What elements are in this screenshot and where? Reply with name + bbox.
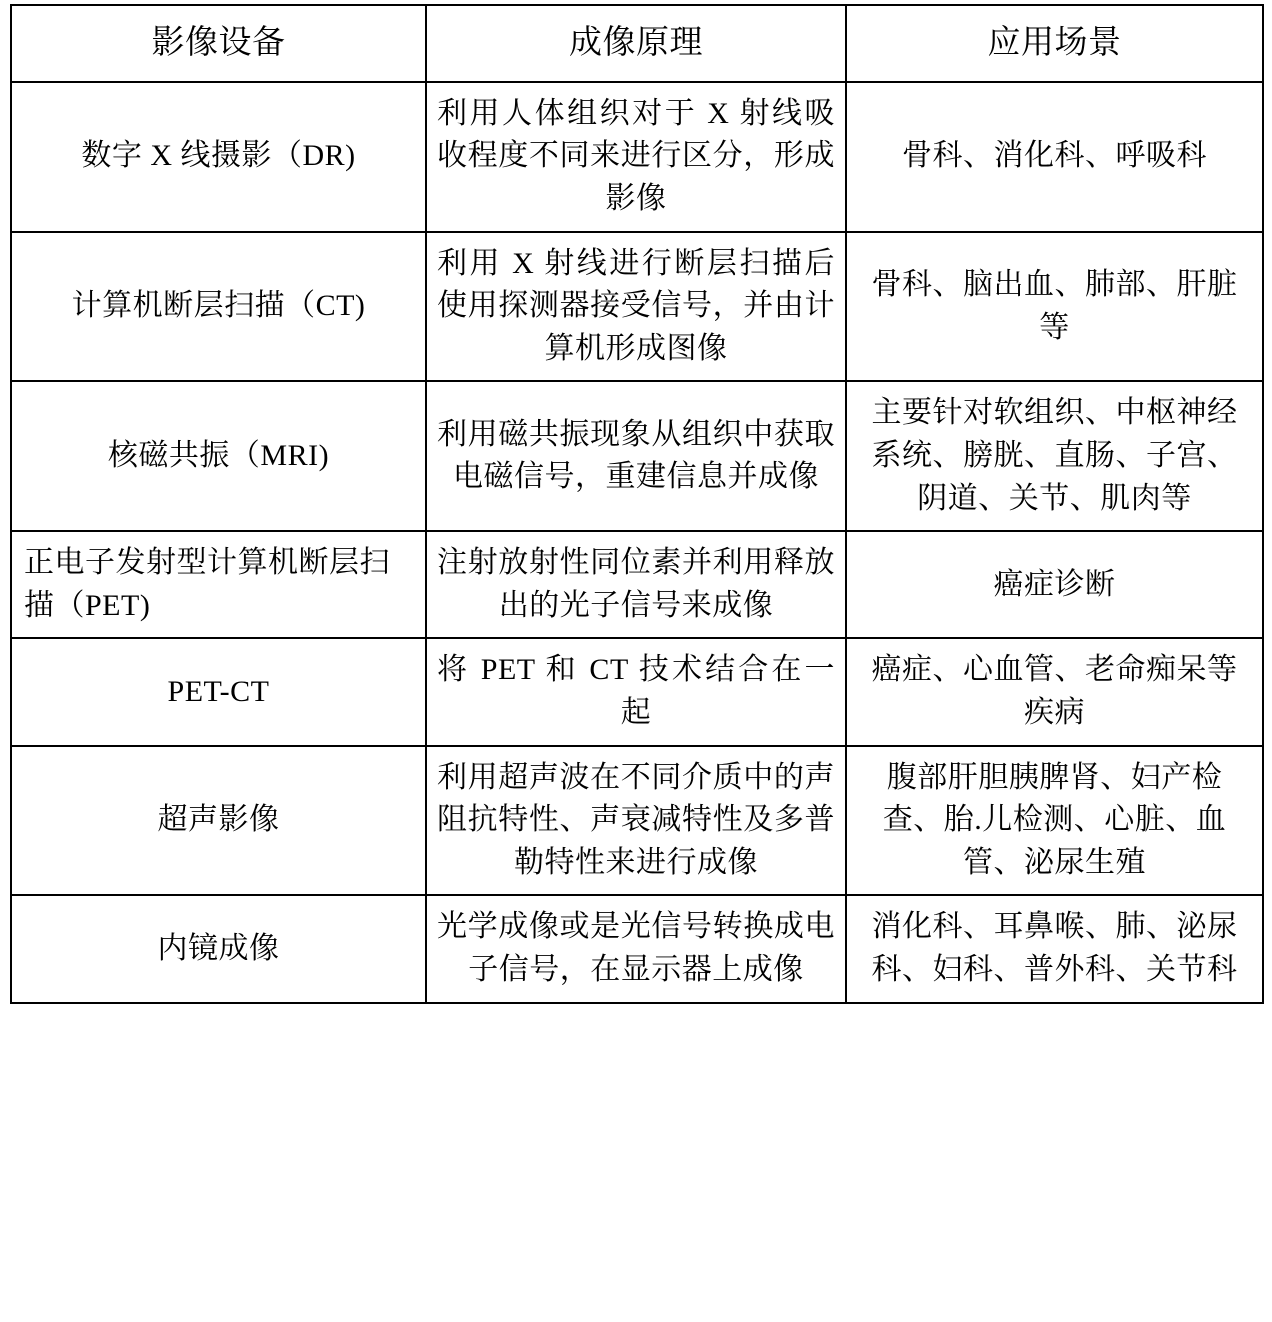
cell-device: 计算机断层扫描（CT) bbox=[11, 232, 426, 382]
cell-device: 数字 X 线摄影（DR) bbox=[11, 82, 426, 232]
table-row bbox=[11, 638, 1263, 745]
medical-imaging-table bbox=[10, 4, 1264, 1004]
cell-usage: 骨科、消化科、呼吸科 bbox=[846, 82, 1263, 232]
cell-device: 超声影像 bbox=[11, 746, 426, 896]
column-header-usage: 应用场景 bbox=[846, 5, 1263, 82]
table-row bbox=[11, 381, 1263, 531]
table-row bbox=[11, 895, 1263, 1002]
cell-principle: 将 PET 和 CT 技术结合在一起 bbox=[426, 638, 846, 745]
table-header-row bbox=[11, 5, 1263, 82]
cell-usage: 癌症诊断 bbox=[846, 531, 1263, 638]
cell-device: PET-CT bbox=[11, 638, 426, 745]
cell-usage: 腹部肝胆胰脾肾、妇产检查、胎.儿检测、心脏、血管、泌尿生殖 bbox=[846, 746, 1263, 896]
cell-principle: 利用磁共振现象从组织中获取电磁信号，重建信息并成像 bbox=[426, 381, 846, 531]
cell-principle: 利用 X 射线进行断层扫描后使用探测器接受信号，并由计算机形成图像 bbox=[426, 232, 846, 382]
column-header-device: 影像设备 bbox=[11, 5, 426, 82]
cell-usage: 癌症、心血管、老命痴呆等疾病 bbox=[846, 638, 1263, 745]
table-row bbox=[11, 232, 1263, 382]
cell-usage: 消化科、耳鼻喉、肺、泌尿科、妇科、普外科、关节科 bbox=[846, 895, 1263, 1002]
cell-principle: 利用超声波在不同介质中的声阻抗特性、声衰减特性及多普勒特性来进行成像 bbox=[426, 746, 846, 896]
table-row bbox=[11, 746, 1263, 896]
table-header bbox=[11, 5, 1263, 82]
column-header-principle: 成像原理 bbox=[426, 5, 846, 82]
cell-principle: 光学成像或是光信号转换成电子信号，在显示器上成像 bbox=[426, 895, 846, 1002]
table-row bbox=[11, 82, 1263, 232]
cell-principle: 利用人体组织对于 X 射线吸收程度不同来进行区分，形成影像 bbox=[426, 82, 846, 232]
table-body bbox=[11, 82, 1263, 1003]
cell-usage: 骨科、脑出血、肺部、肝脏等 bbox=[846, 232, 1263, 382]
cell-device: 核磁共振（MRI) bbox=[11, 381, 426, 531]
table-row bbox=[11, 531, 1263, 638]
cell-usage: 主要针对软组织、中枢神经系统、膀胱、直肠、子宫、阴道、关节、肌肉等 bbox=[846, 381, 1263, 531]
cell-device: 正电子发射型计算机断层扫描（PET) bbox=[11, 531, 426, 638]
cell-device: 内镜成像 bbox=[11, 895, 426, 1002]
cell-principle: 注射放射性同位素并利用释放出的光子信号来成像 bbox=[426, 531, 846, 638]
